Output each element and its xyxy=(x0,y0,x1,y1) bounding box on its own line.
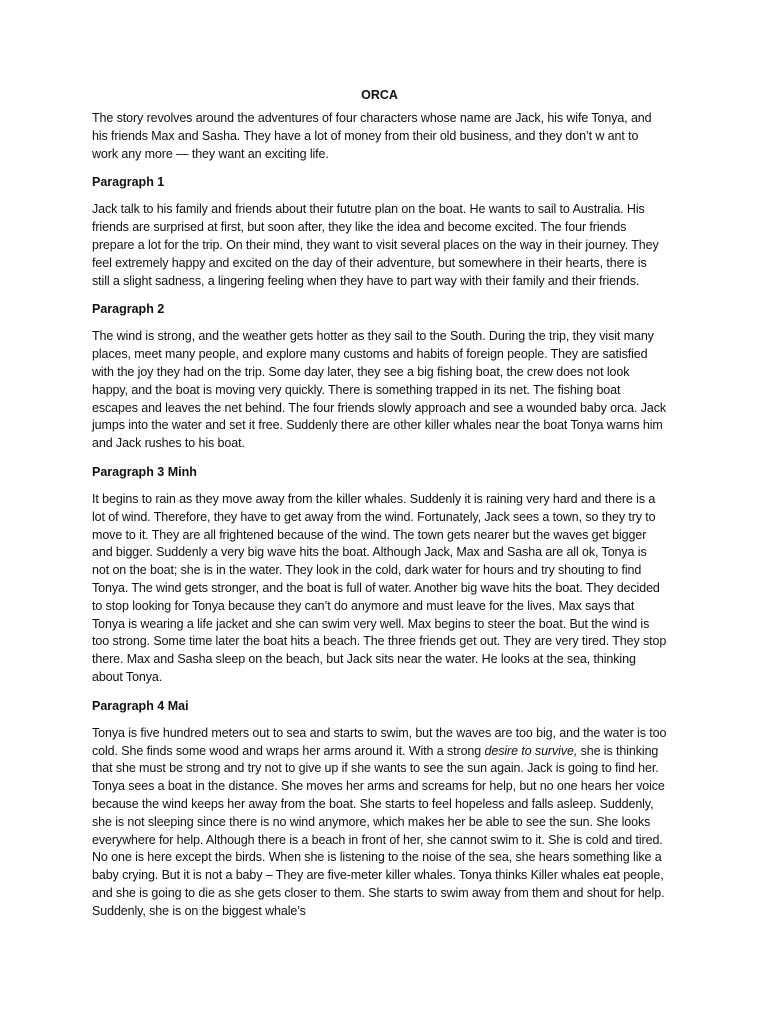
section-body-4-part-2: she is thinking that she must be strong and try not to give up if she wants to see the sun again. Jack is going to find her. Tonya sees a boat in the distance. She moves her arms and screams for help, but no one hears her voice because the wind keeps her away from the boat. She starts to feel hopeless and falls asleep. Suddenly, she is not sleeping since there is no wind anymore, which makes her be able to see the sun. She looks everywhere for help. Although there is a beach in front of her, she cannot swim to it. She is cold and tired. No one is here except the birds. When she is listening to the noise of the sea, she hears something like a baby crying. But it is not a baby – They are five-meter killer whales. Tonya thinks Killer whales eat people, and she is going to die as she gets closer to them. She starts to swim away from them and shout for help. Suddenly, she is on the biggest whale’s xyxy=(92,743,665,918)
section-body-3: It begins to rain as they move away from the killer whales. Suddenly it is raining very hard and there is a lot of wind. Therefore, they have to get away from the wind. Fortunately, Jack sees a town, so they try to move to it. They are all frightened because of the wind. The town gets nearer but the waves get bigger and bigger. Suddenly a very big wave hits the boat. Although Jack, Max and Sasha are all ok, Tonya is not on the boat; she is in the water. They look in the cold, dark water for hours and try shouting to find Tonya. The wind gets stronger, and the boat is full of water. Another big wave hits the boat. They decided to stop looking for Tonya because they can’t do anymore and must leave for the lives. Max says that Tonya is wearing a life jacket and she can swim very well. Max begins to steer the boat. But the wind is too strong. Some time later the boat hits a beach. The three friends get out. They are very tired. They stop there. Max and Sasha sleep on the beach, but Jack sits near the water. He looks at the sea, thinking about Tonya. xyxy=(92,491,667,684)
intro-paragraph: The story revolves around the adventures of four characters whose name are Jack, his wife Tonya, and his friends Max and Sasha. They have a lot of money from their old business, and they don’t w ant to work any more — they want an exciting life. xyxy=(92,111,652,161)
section-heading-3: Paragraph 3 Minh xyxy=(92,464,197,479)
section-body-4-part-1: Tonya is five hundred meters out to sea and starts to swim, but the waves are too big, and the water is too cold. She finds some wood and wraps her arms around it. With a strong xyxy=(92,725,667,758)
section-body-1: Jack talk to his family and friends about their fututre plan on the boat. He wants to sail to Australia. His friends are surprised at first, but soon after, they like the idea and become excited. The four friends prepare a lot for the trip. On their mind, they want to visit several places on the way in their journey. They feel extremely happy and excited on the day of their adventure, but somewhere in their hearts, there is still a slight sadness, a lingering feeling when they have to part way with their family and their friends. xyxy=(92,202,659,288)
section-body-4 xyxy=(92,725,667,921)
section-body-2: The wind is strong, and the weather gets hotter as they sail to the South. During the trip, they visit many places, meet many people, and explore many customs and habits of foreign people. They are satisfied with the joy they had on the trip. Some day later, they see a big fishing boat, the crew does not look happy, and the boat is moving very quickly. There is something trapped in its net. The fishing boat escapes and leaves the net behind. The four friends slowly approach and see a wounded baby orca. Jack jumps into the water and set it free. Suddenly there are other killer whales near the boat Tonya warns him and Jack rushes to his boat. xyxy=(92,329,667,451)
section-body-4-italic: desire to survive, xyxy=(484,743,578,758)
document-title: ORCA xyxy=(361,88,398,102)
section-heading-1: Paragraph 1 xyxy=(92,175,165,190)
section-heading-2: Paragraph 2 xyxy=(92,302,165,317)
section-heading-4: Paragraph 4 Mai xyxy=(92,698,189,713)
document-page xyxy=(92,86,667,930)
